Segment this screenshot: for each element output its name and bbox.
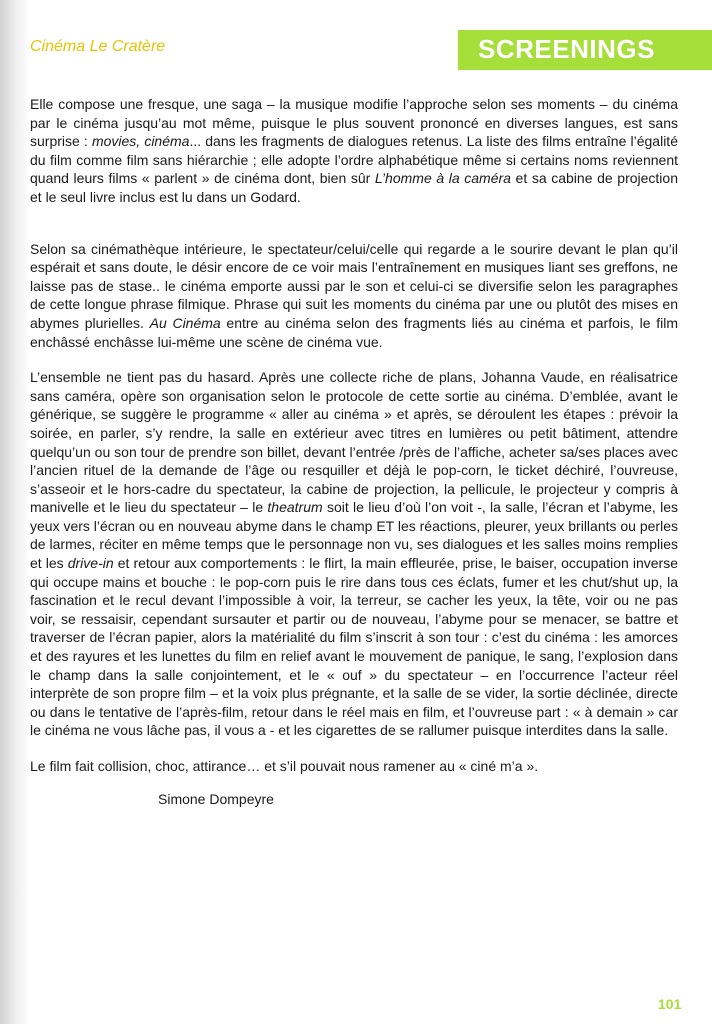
- page-number: 101: [658, 996, 682, 1012]
- article-paragraph-2: [30, 240, 678, 352]
- italic-title: Au Cinéma: [149, 314, 221, 331]
- text-run: L’ensemble ne tient pas du hasard. Après une collecte riche de plans, Johanna Vaude, en réalisatrice sans caméra, opère son organisation selon le protocole de cette sortie au cinéma. D’emblée, avant le générique, se suggère le programme « aller au cinéma » et après, se déroulent les étapes : prévoir la soirée, en parler, s’y rendre, la salle en extérieur avec titres en lumières ou petit bâtiment, attendre quelqu’un ou son tour de prendre son billet, devant l’entrée /près de l’affiche, acheter sa/ses places avec l’ancien rituel de la demande de l’âge ou resquiller et déjà le pop-corn, le ticket déchiré, l’ouvreuse, s’asseoir et le hors-cadre du spectateur, la cabine de projection, la pellicule, le projecteur y compris à manivelle et le lieu du spectateur – le: [30, 369, 678, 516]
- article-paragraph-3: [30, 368, 678, 740]
- venue-name: Cinéma Le Cratère: [30, 38, 166, 55]
- italic-title: L’homme à la caméra: [374, 170, 511, 187]
- article-paragraph-4: [30, 757, 678, 776]
- italic-title: drive-in: [67, 555, 114, 572]
- text-run: Le film fait collision, choc, attirance… et s’il pouvait nous ramener au « ciné m’a ».: [30, 758, 539, 774]
- text-run: ... dans les fragments de dialogues retenus. La liste des films entraîne l’égalité du film comme film sans hiérarchie ; elle adopte l’ordre alphabétique même si certains noms reviennent quand leurs films « parlent » de cinéma dont, bien sûr: [30, 133, 678, 187]
- italic-title: movies, cinéma: [91, 133, 190, 150]
- article-body: [30, 95, 678, 808]
- text-run: et retour aux comportements : le flirt, la main effleurée, prise, le baiser, occupation inverse qui occupe mains et bouche : le pop-corn puis le rire dans tous ces éclats, fumer et les chut/shut up, la fascination et le recul devant l’impossible à voir, la terreur, se cacher les yeux, la tête, voir ou ne pas voir, se ressaisir, cependant sursauter et partir ou de nouveau, l’abyme pour se menacer, se battre et traverser de l’écran papier, alors la matérialité du film s’inscrit à son tour : c’est du cinéma : les amorces et des rayures et les lunettes du film en relief avant le mouvement de panique, le sang, l’explosion dans le champ dans la salle conjointement, et le « ouf » du spectateur – en l’occurrence l’acteur réel interprète de son propre film – et la voix plus prégnante, et la salle de se vider, la sortie déclinée, directe ou dans le tentative de l’après-film, retour dans le réel mais en film, et l’ouvreuse part : « à demain » car le cinéma ne vous lâche pas, il vous a - et les cigarettes de se rallumer puisque interdites dans la salle.: [30, 555, 678, 739]
- text-run: et sa cabine de projection et le seul livre inclus est lu dans un Godard.: [30, 170, 678, 205]
- text-run: entre au cinéma selon des fragments liés au cinéma et parfois, le film enchâssé enchâsse lui-même une scène de cinéma vue.: [30, 314, 678, 350]
- author-signature: Simone Dompeyre: [158, 790, 274, 807]
- text-run: Selon sa cinémathèque intérieure, le spectateur/celui/celle qui regarde a le sourire devant le plan qu’il espérait et sans doute, le désir encore de ce voir mais l’entraînement en musiques liant ses greffons, ne laisse pas de stase.. le cinéma emporte aussi par le son et celui-ci se diversifie selon les paragraphes de cette longue phrase filmique. Phrase qui suit les moments du cinéma par une ou plutôt des mises en abymes plurielles.: [30, 240, 678, 331]
- text-run: soit le lieu d’où l’on voit -, la salle, l’écran et l’abyme, les yeux vers l’écran ou en nouveau abyme dans le champ ET les réactions, pleurer, yeux brillants ou perles de larmes, réciter en même temps que le personnage non vu, ses dialogues et les salles moins remplies et les: [30, 499, 678, 572]
- text-run: Elle compose une fresque, une saga – la musique modifie l’approche selon ses moments – du cinéma par le cinéma jusqu’au mot même, puisque le plus souvent prononcé en diverses langues, est sans surprise :: [30, 96, 678, 150]
- section-banner: [458, 30, 712, 70]
- section-title: SCREENINGS: [478, 34, 655, 64]
- article-paragraph-1: [30, 95, 678, 207]
- italic-title: theatrum: [267, 499, 323, 516]
